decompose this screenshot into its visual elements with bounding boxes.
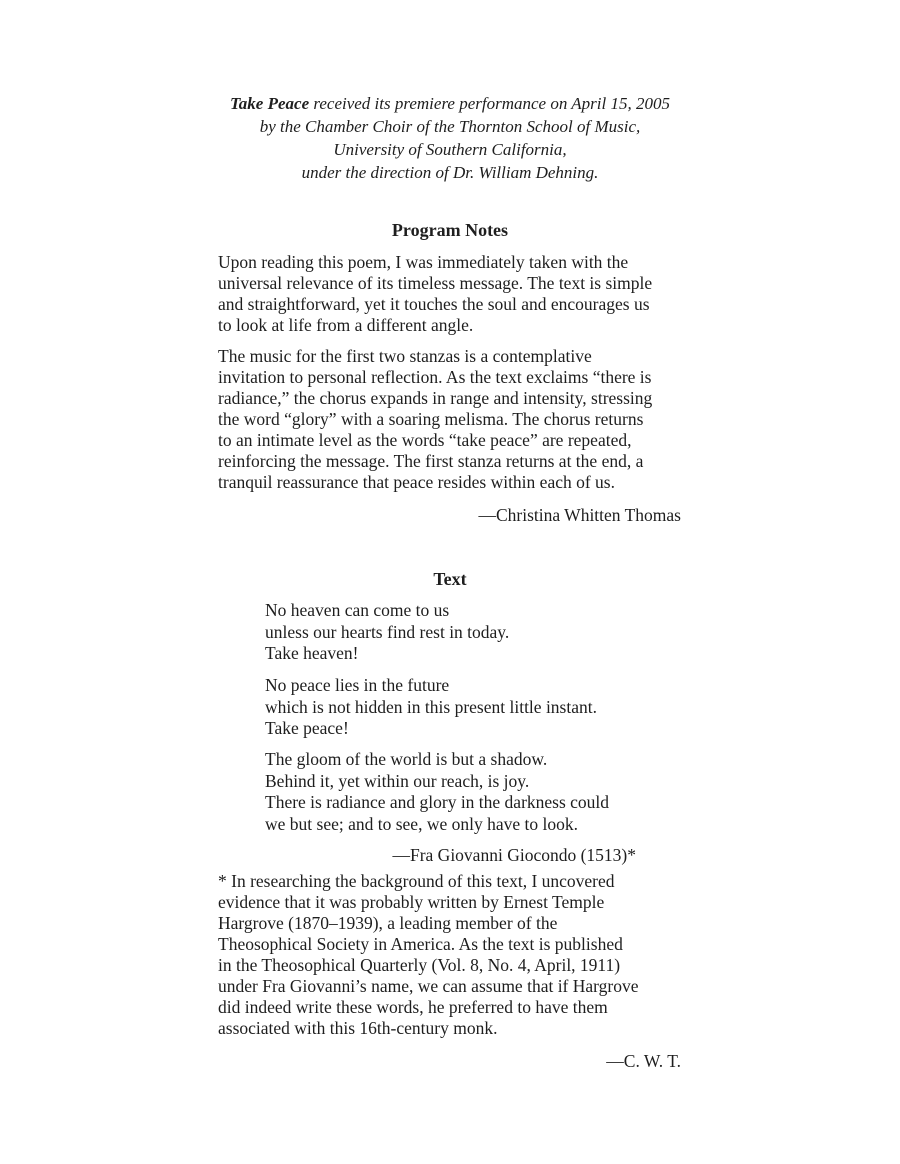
poem-line: No heaven can come to us [265, 600, 450, 620]
paragraph-line: radiance,” the chorus expands in range and intensity, stressing [218, 388, 653, 408]
footnote-line: associated with this 16th-century monk. [218, 1018, 498, 1038]
footnote-line: Theosophical Society in America. As the text is published [218, 934, 623, 954]
paragraph-line: tranquil reassurance that peace resides within each of us. [218, 472, 615, 492]
text-heading: Text [433, 569, 467, 589]
poem-line: Behind it, yet within our reach, is joy. [265, 770, 530, 791]
paragraph-line: universal relevance of its timeless message. The text is simple [218, 273, 653, 293]
paragraph-line: the word “glory” with a soaring melisma. The chorus returns [218, 409, 644, 429]
poem-stanza-2 [265, 675, 685, 740]
footnote-line: * In researching the background of this text, I uncovered [218, 871, 615, 891]
poem-line: No peace lies in the future [265, 675, 450, 695]
program-notes-heading: Program Notes [391, 220, 509, 240]
poem-line: which is not hidden in this present little instant. [265, 696, 597, 717]
program-notes-signature: —Christina Whitten Thomas [478, 505, 681, 525]
paragraph-line: and straightforward, yet it touches the soul and encourages us [218, 294, 650, 314]
poem-stanza-1 [265, 600, 685, 665]
work-title: Take Peace [229, 94, 310, 113]
paragraph-line: invitation to personal reflection. As the text exclaims “there is [218, 367, 652, 387]
paragraph-line: Upon reading this poem, I was immediately taken with the [218, 252, 629, 272]
premiere-line-1-rest: received its premiere performance on April 15, 2005 [309, 94, 670, 113]
poem-stanza-3 [265, 749, 685, 835]
premiere-line-2: by the Chamber Choir of the Thornton School of Music, [259, 117, 641, 136]
poem-line: we but see; and to see, we only have to look. [265, 813, 578, 834]
footnote-line: under Fra Giovanni’s name, we can assume that if Hargrove [218, 976, 639, 996]
poem-line: The gloom of the world is but a shadow. [265, 749, 548, 769]
paragraph-line: to an intimate level as the words “take peace” are repeated, [218, 430, 632, 450]
footnote-line: evidence that it was probably written by Ernest Temple [218, 892, 605, 912]
premiere-line-4: under the direction of Dr. William Dehning. [301, 163, 599, 182]
paragraph-line: reinforcing the message. The first stanza returns at the end, a [218, 451, 644, 471]
footnote-line: did indeed write these words, he preferred to have them [218, 997, 608, 1017]
program-notes-paragraph-2 [218, 346, 683, 493]
paragraph-line: The music for the first two stanzas is a contemplative [218, 346, 592, 366]
poem-line: Take heaven! [265, 643, 359, 663]
program-notes-paragraph-1 [218, 252, 683, 336]
premiere-line-1 [200, 92, 700, 115]
footnote-line: Hargrove (1870–1939), a leading member of the [218, 913, 558, 933]
poem-line: Take peace! [265, 718, 349, 738]
poem-attribution: —Fra Giovanni Giocondo (1513)* [392, 845, 636, 865]
footnote-line: in the Theosophical Quarterly (Vol. 8, No. 4, April, 1911) [218, 955, 621, 975]
premiere-credit [200, 92, 700, 184]
premiere-line-3: University of Southern California, [333, 140, 567, 159]
footnote [218, 871, 683, 1039]
poem-line: unless our hearts find rest in today. [265, 621, 510, 642]
footnote-signature: —C. W. T. [606, 1051, 681, 1071]
paragraph-line: to look at life from a different angle. [218, 315, 474, 335]
poem-line: There is radiance and glory in the darkness could [265, 792, 610, 812]
